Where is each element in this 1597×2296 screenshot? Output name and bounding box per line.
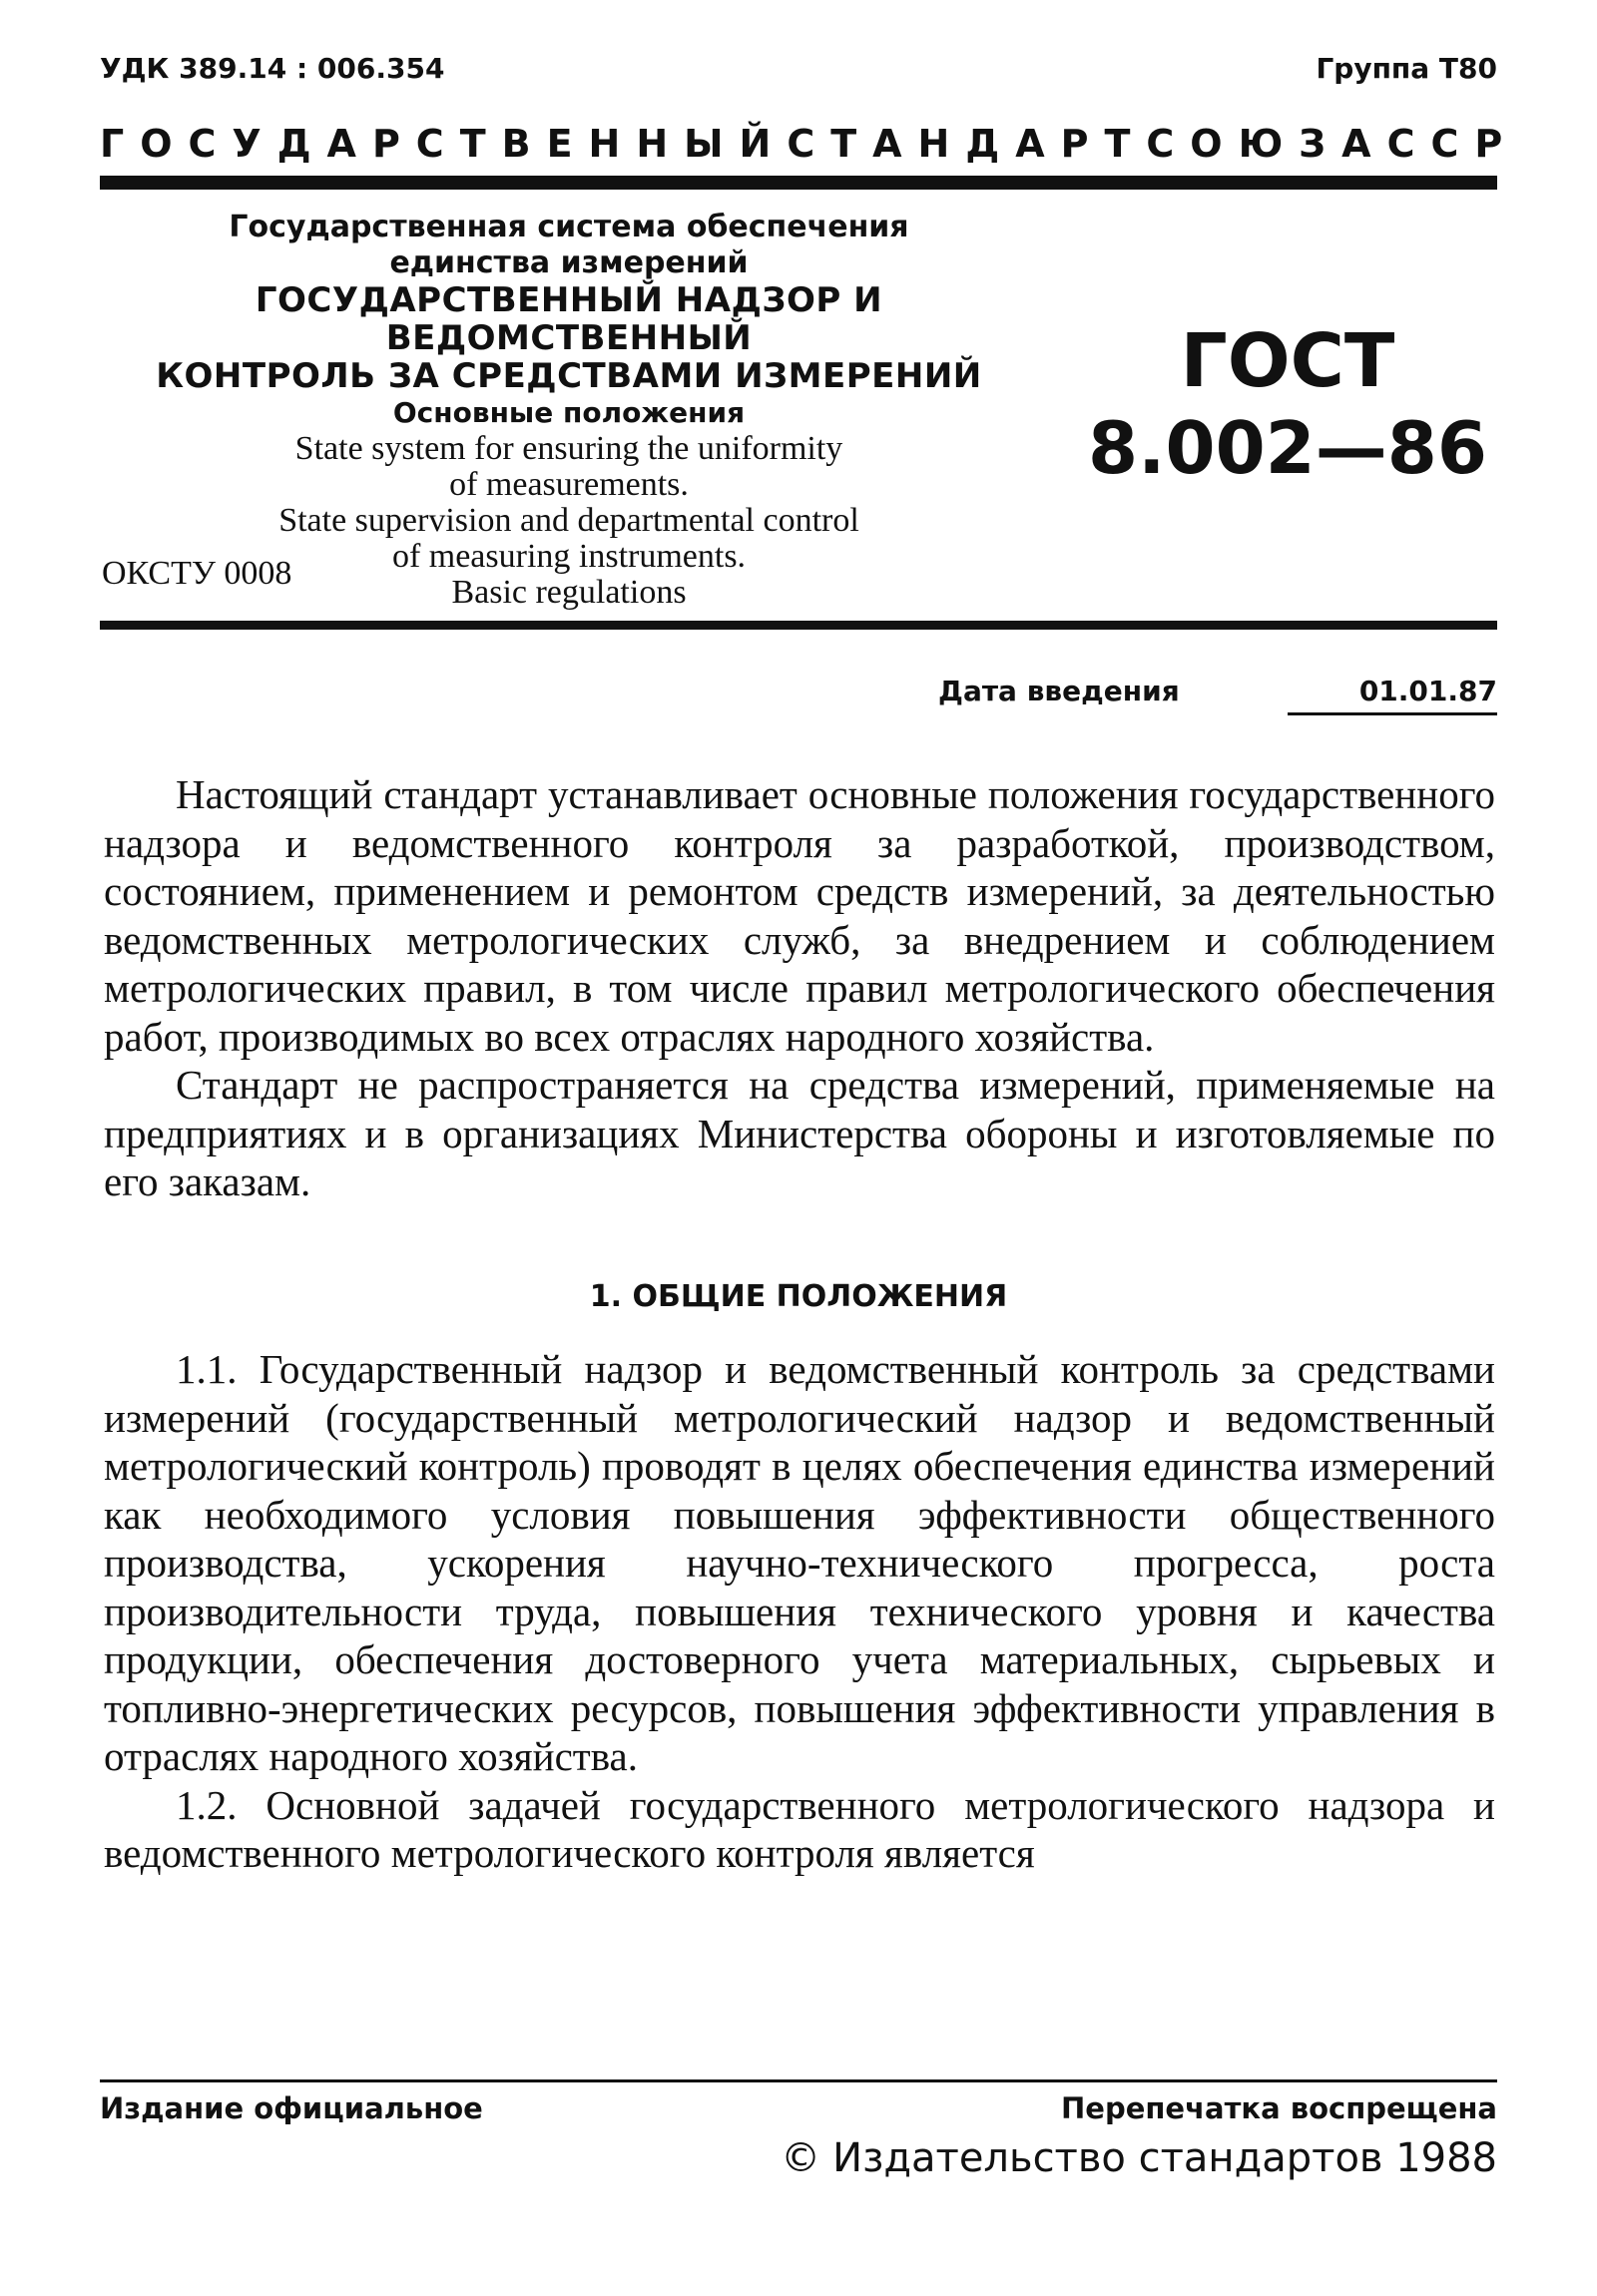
banner-word: ГОСУДАРСТВЕННЫЙ — [100, 122, 788, 166]
group-code: Группа Т80 — [1316, 52, 1497, 85]
paragraph: Стандарт не распространяется на средства измерений, применяемые на предприятиях и в организациях Министерства обороны и изготовляемые по его заказам. — [104, 1062, 1495, 1204]
clause: 1.2. Основной задачей государственного метрологического надзора и ведомственного метрологического контроля является — [104, 1781, 1495, 1876]
gost-label: ГОСТ — [1180, 318, 1395, 404]
preamble — [104, 770, 1495, 1206]
section-1-body — [104, 1345, 1495, 1878]
header-divider — [100, 176, 1497, 190]
copyright-icon: © — [781, 2135, 821, 2181]
english-title-line: of measuring instruments. — [391, 538, 747, 575]
english-title-line: State supervision and departmental control — [278, 502, 859, 539]
official-edition-note: Издание официальное — [100, 2091, 483, 2125]
title-block — [100, 210, 1038, 611]
paragraph: Настоящий стандарт устанавливает основные положения государственного надзора и ведомственного контроля за разработкой, производством, состоянием, применением и ремонтом средств измерений, за деятельностью ведомственных метрологических служб, за внедрением и соблюдением метрологических правил, в том числе правил метрологического обеспечения работ, производимых во всех отраслях народного хозяйства. — [104, 771, 1495, 1060]
banner-word: СОЮЗА — [1146, 122, 1387, 166]
section-heading: 1. ОБЩИЕ ПОЛОЖЕНИЯ — [589, 1279, 1008, 1314]
intro-date-underline — [1288, 712, 1497, 715]
okstu-code: ОКСТУ 0008 — [102, 555, 292, 592]
footer-divider — [100, 2079, 1497, 2082]
subtitle: Основные положения — [392, 396, 746, 429]
system-title-line: единства измерений — [389, 245, 749, 280]
introduction-date — [938, 667, 1497, 714]
gost-number: 8.002—86 — [1088, 406, 1487, 490]
header-row — [100, 52, 1497, 92]
intro-date-label: Дата введения — [938, 675, 1180, 707]
standard-banner — [100, 122, 1519, 166]
intro-date-value: 01.01.87 — [1358, 675, 1497, 707]
banner-word: СТАНДАРТ — [787, 122, 1147, 166]
reprint-prohibited-note: Перепечатка воспрещена — [1061, 2091, 1497, 2125]
clause: 1.1. Государственный надзор и ведомственный контроль за средствами измерений (государственный метрологический надзор и ведомственный метрологический контроль) проводят в целях обеспечения единства измерений как необходимого условия повышения эффективности общественного производства, ускорения научно-технического прогресса, роста производительности труда, повышения технического уровня и качества продукции, обеспечения достоверного учета материальных, сырьевых и топливно-энергетических ресурсов, повышения эффективности управления в отраслях народного хозяйства. — [104, 1346, 1495, 1779]
system-title-line: Государственная система обеспечения — [229, 210, 909, 244]
english-title-line: of measurements. — [449, 466, 689, 503]
main-title-line: ГОСУДАРСТВЕННЫЙ НАДЗОР И ВЕДОМСТВЕННЫЙ — [255, 280, 883, 358]
copyright-text: Издательство стандартов 1988 — [832, 2135, 1497, 2181]
gost-designation — [1088, 319, 1487, 493]
english-title-line: Basic regulations — [451, 574, 687, 611]
banner-word: ССР — [1386, 122, 1519, 166]
title-divider — [100, 621, 1497, 630]
main-title-line: КОНТРОЛЬ ЗА СРЕДСТВАМИ ИЗМЕРЕНИЙ — [156, 356, 982, 396]
english-title-line: State system for ensuring the uniformity — [294, 430, 843, 467]
udk-code: УДК 389.14 : 006.354 — [100, 52, 445, 85]
copyright-line — [781, 2135, 1497, 2181]
